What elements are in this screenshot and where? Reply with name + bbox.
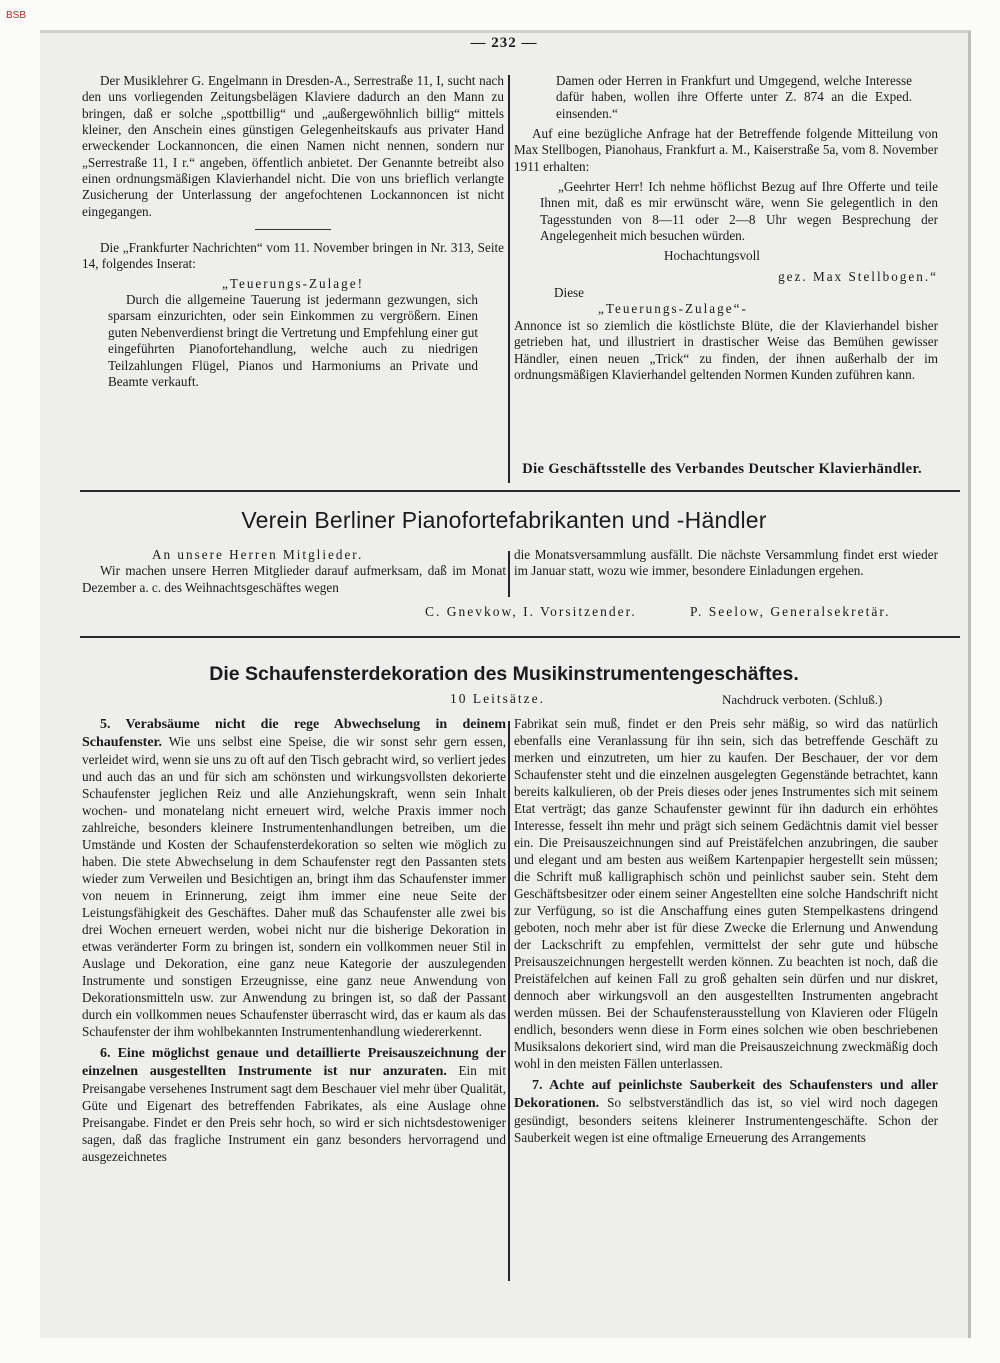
top-left-column xyxy=(82,73,504,390)
page-number: — 232 — xyxy=(470,35,538,51)
section-6-text: Ein mit Preisangabe versehenes Instrument sagt dem Beschauer viel mehr über Qualität, Güte und Eigenart des betreffenden Fabrikates, als eine Auslage ohne Preisangabe. Findet er den Preis sehr hoch, so wird er sich nichtsdestoweniger sagen, daß das fragliche Instrument ein ganz besonders hervorragend und ausgezeichnetes xyxy=(82,1063,506,1164)
inserat-ending: Damen oder Herren in Frankfurt und Umgegend, welche Interesse dafür haben, wollen ihre Offerte unter Z. 874 an die Exped. einsenden.“ xyxy=(556,73,912,121)
section-5-text: Wie uns selbst eine Speise, die wir sonst sehr gern essen, verleidet wird, wenn sie uns zu oft auf den Tisch gebracht wird, so verliert jedes und auch das an und für sich am schönsten und wirkungsvollsten dekorierte Schaufenster jeglichen Reiz und alle Anziehungskraft, wenn sein Inhalt wochen- und monatelang nicht erneuert wird, welche Praxis immer noch zahlreiche, besonders kleinere Instrumentenhandlungen betreiben, um die Umstände und Kosten der Schaufensterdekoration so selten wie möglich zu haben. Die stete Abwechselung in dem Schaufenster regt den Passanten stets wieder zum Verweilen und Besichtigen an, bringt ihm das Schaufenster immer von neuem in Erinnerung, zeigt ihm immer eine neue Seite der Leistungsfähigkeit des Geschäftes. Daher muß das Schaufenster alle zwei bis drei Wochen erneuert werden, wobei nicht nur die bisherige Dekoration in etwas veränderter Form zu bringen ist, sondern ein vollkommen neuer Stil in Auslage und Dekoration, eine ganz neue Kategorie der auszulegenden Instrumente und sonstigen Erzeugnisse, eine ganz neue Anwendung von Dekorationsmitteln usw. zur Anwendung zu bringen ist, so daß der Passant durch ein vollkommen neues Schaufenster überrascht wird, das er kaum als das Schaufenster der ihm wohlbekannten Instrumentenhandlung wiedererkennt. xyxy=(82,734,506,1039)
section-divider xyxy=(255,229,331,230)
bsb-watermark: BSB xyxy=(6,10,27,21)
verein-sign-left: C. Gnevkow, I. Vorsitzender. xyxy=(425,604,637,619)
article-subtitle: 10 Leitsätze. xyxy=(450,691,545,706)
section-7-title: 7. Achte auf peinlichste Sauberkeit des Schaufensters und aller Dekorationen. xyxy=(514,1078,938,1111)
annonce-title: „Teuerungs-Zulage“- xyxy=(598,301,748,317)
verein-left-column xyxy=(82,547,506,596)
newspaper-page xyxy=(40,30,971,1338)
verein-column-rule xyxy=(508,551,510,597)
inserat-title: „Teuerungs-Zulage! xyxy=(222,275,364,291)
engelmann-paragraph: Der Musiklehrer G. Engelmann in Dresden-A., Serrestraße 11, I, sucht nach den uns vorliegenden Zeitungsbelägen Klaviere dadurch an den Mann zu bringen, daß er solche „spottbillig“ und „außergewöhnlich billig“ mittels kleiner, den Anschein eines günstigen Gelegenheitskaufs aus privater Hand erweckender Lockannoncen, die einen Namen nicht nennen, sondern nur „Serrestraße 11, I r.“ angeben, öffentlich anbietet. Der Genannte betreibt also einen ordnungsmäßigen Klavierhandel nicht. Die von uns brieflich verlangte Zusicherung der Unterlassung der angefochtenen Lockannoncen ist nicht eingegangen. xyxy=(82,73,504,219)
article-note: Nachdruck verboten. (Schluß.) xyxy=(722,692,883,707)
section-5-title: 5. Verabsäume nicht die rege Abwechselung in deinem Schaufenster. xyxy=(82,717,506,750)
section-6-title: 6. Eine möglichst genaue und detaillierte Preisauszeichnung der einzelnen ausgestellten Instrumente ist nur anzuraten. xyxy=(82,1046,506,1079)
article-heading: Die Schaufensterdekoration des Musikinstrumentengeschäftes. xyxy=(209,663,799,685)
top-section-rule xyxy=(80,490,960,492)
verein-heading: Verein Berliner Pianofortefabrikanten und -Händler xyxy=(241,507,767,533)
letter-closing: Hochachtungsvoll xyxy=(664,248,760,264)
verein-left-text: Wir machen unsere Herren Mitglieder darauf aufmerksam, daß im Monat Dezember a. c. des Weihnachtsgeschäftes wegen xyxy=(82,563,506,595)
verein-right-text: die Monatsversammlung ausfällt. Die nächste Versammlung findet erst wieder im Januar statt, wozu wie immer, besondere Einladungen ergehen. xyxy=(514,547,938,579)
section-7-text: So selbstverständlich das ist, so viel wird noch dagegen gesündigt, besonders seitens kleinerer Instrumentengeschäfte. Schon der Sauberkeit wegen ist eine oftmalige Erneuerung des Arrangements xyxy=(514,1095,938,1145)
verein-greeting: An unsere Herren Mitglieder. xyxy=(152,547,364,562)
frankfurter-paragraph: Die „Frankfurter Nachrichten“ vom 11. November bringen in Nr. 313, Seite 14, folgendes Inserat: xyxy=(82,240,504,272)
article-column-rule xyxy=(508,721,510,1281)
diese-word: Diese xyxy=(554,285,585,301)
article-right-column xyxy=(514,715,938,1146)
inserat-body: Durch die allgemeine Tauerung ist jedermann gezwungen, sich sparsam einzurichten, oder sein Einkommen zu vergrößern. Einen guten Nebenverdienst bringt die Vertretung und Empfehlung einer gut eingeführten Pianofortehandlung, welche auch zu niedrigen Teilzahlungen Flügel, Pianos und Harmoniums an Private und Beamte verkauft. xyxy=(108,292,478,389)
verband-signature: Die Geschäftsstelle des Verbandes Deutscher Klavierhändler. xyxy=(522,461,922,477)
verein-right-column xyxy=(514,547,938,580)
verein-sign-right: P. Seelow, Generalsekretär. xyxy=(690,604,891,619)
annonce-commentary: Annonce ist so ziemlich die köstlichste Blüte, die der Klavierhandel bisher getrieben hat, und illustriert in drastischer Weise das Bemühen gewisser Händler, einen neuen „Trick“ zu finden, der ihnen außerhalb der im ordnungsmäßigen Klavierhandel geltenden Normen Kunden zuführen kann. xyxy=(514,317,938,382)
top-column-rule xyxy=(508,75,510,483)
stellbogen-intro: Auf eine bezügliche Anfrage hat der Betreffende folgende Mitteilung von Max Stellbogen, Pianohaus, Frankfurt a. M., Kaiserstraße 5a, vom 8. November 1911 erhalten: xyxy=(514,126,938,174)
article-left-column xyxy=(82,715,506,1165)
top-right-column xyxy=(514,73,938,383)
stellbogen-letter: „Geehrter Herr! Ich nehme höflichst Bezug auf Ihre Offerte und teile Ihnen mit, daß es mir erwünscht wäre, wenn Sie gelegentlich in den Tagesstunden von 8—11 oder 2—8 Uhr wegen Besprechung der Angelegenheit mich besuchen würden. xyxy=(540,179,938,244)
section-6-continuation: Fabrikat sein muß, findet er den Preis sehr mäßig, so wird das natürlich ebenfalls eine Veranlassung für ihn sein, sich das betreffende Geschäft zu merken und einzutreten, um hier zu kaufen. Der Beschauer, der vor dem Schaufenster steht und die einzelnen ausgelegten Gegenstände betrachtet, kann bereits kalkulieren, ob der Preis dieses oder jenes Instrumentes sich mit seinem Etat verträgt; das ganze Schaufenster gewinnt für ihn dadurch ein erhöhtes Interesse, fesselt ihn mehr und prägt sich seinem Gedächtnis damit viel besser ein. Die Preisauszeichnungen sind auf Preistäfelchen anzubringen, die sauber und elegant und am besten aus weißem Kartenpapier hergestellt sein müssen; die Schrift muß kalligraphisch schön und peinlichst sauber sein. Steht dem Geschäftsbesitzer oder einem seiner Angestellten eine solche Handschrift nicht zur Verfügung, so ist die Anschaffung eines guten Stempelkastens dringend geboten, noch mehr aber ist für diese Zwecke die Erlernung und Anwendung der Lackschrift zu empfehlen, vermittelst der sehr gute und hübsche Preisauszeichnungen hergestellt werden können. Zu beachten ist noch, daß die Preistäfelchen auf keinen Fall zu groß gehalten sein dürfen und nur diskret, dennoch aber wirkungsvoll an den ausgestellten Instrumenten angebracht werden müssen. Bei der Schaufensterausstellung von Klavieren oder Flügeln endlich, besonders wenn diese in Form eines solchen wie oben beschriebenen Musiksalons dekoriert sind, wird man die Preisauszeichnung zweckmäßig doch wohl in den meisten Fällen unterlassen. xyxy=(514,716,938,1071)
verein-section-rule xyxy=(80,636,960,638)
letter-signature: gez. Max Stellbogen.“ xyxy=(778,268,938,284)
